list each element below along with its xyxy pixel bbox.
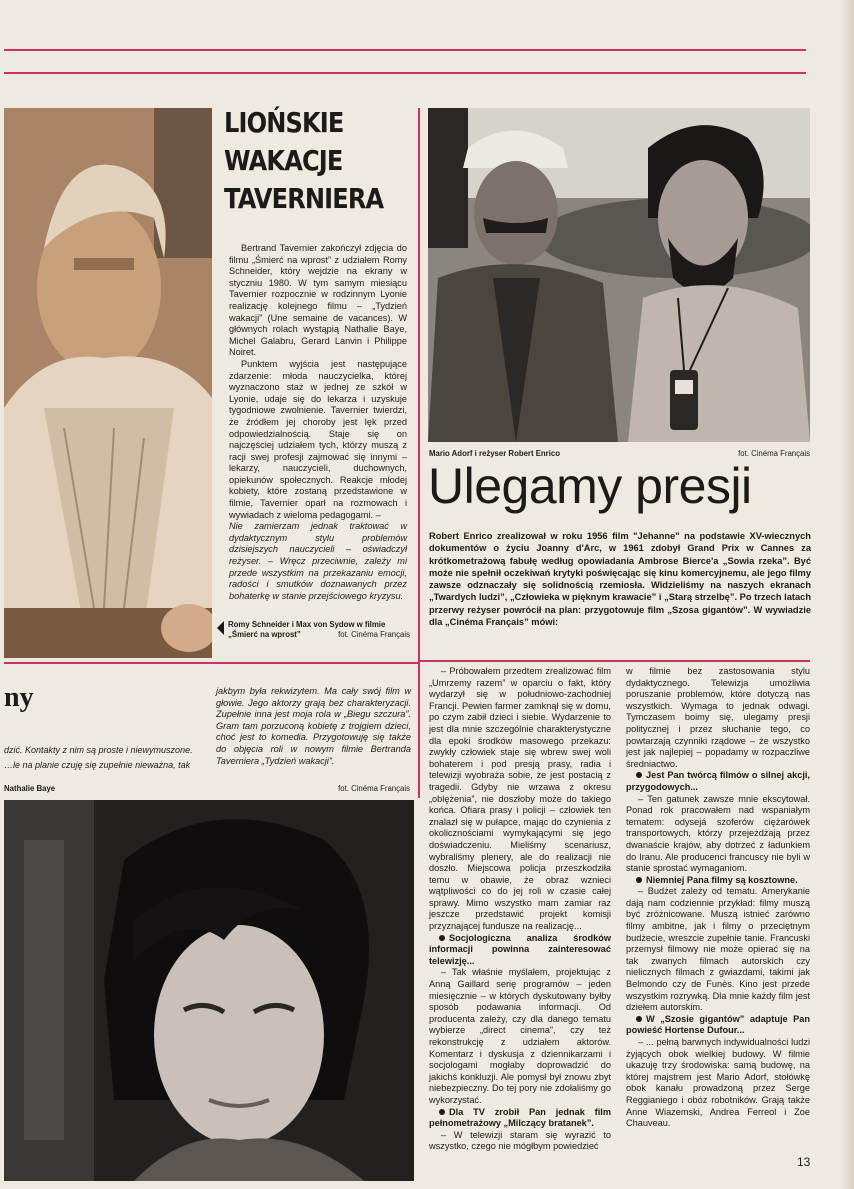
column-rule xyxy=(418,108,420,798)
photo-nathalie-baye-image xyxy=(4,800,414,1181)
interview-question-text: W „Szosie gigantów” adaptuje Pan powieść Hortense Dufour... xyxy=(626,1013,810,1036)
headline-line-2: WAKACJE xyxy=(224,144,343,177)
interview-question-text: Niemniej Pana filmy są kosztowne. xyxy=(646,874,798,885)
interview-answer: – Próbowałem przedtem zrealizować film „Umrzemy razem” w oparciu o fakt, który wydarzył się w południowo-zachodniej Francji. Pewien farmer zamknął się w domu, po czym zabił dzieci i siebie. Wydarzenie to jest dla mnie szczególnie charakterystyczne dla epoki środków masowego przekazu: zwykły człowiek staje się wbrew swej woli bohaterem i pod presją prasy, radia i telewizji wyobraża sobie, że jest postacią z tragedii. Gdyby nie wrzawa z okresu „oblężenia”, nie doszłoby może do takiego końca. Ofiara prasy i policji – człowiek ten znalazł się w pułapce, mając do czynienia z okolicznościami wymykającymi się jego doświadczeniu. Mieliśmy scenariusz, wybraliśmy plenery, ale do realizacji nie doszło. Miejscowa policja przeszkodziła temu w obawie, że obraz wznieci wątpliwości co do jej roli w czasie całej sprawy. Mimo wszystko mam zamiar raz jeszcze przedstawić projekt komisji przyznającej fundusze na realizację... xyxy=(429,666,611,932)
interview-answer: – Ten gatunek zawsze mnie ekscytował. Ponad rok pracowałem nad wspaniałym tematem: odysejá szoferów ciężarówek transportowych, którzy przejeżdżają przez dwanaście krajów, aby dotrzeć z ładunkiem do Iranu. Ale producenci francuscy nie byli w stanie sprostać wymaganiom. xyxy=(626,793,810,874)
article1-paragraph: Punktem wyjścia jest następujące zdarzenie: młoda nauczycielka, której wyznaczono staż w jednej ze szkół w Lyonie, udaje się do lekarza i uzyskuje tygodniowe zwolnienie. Tavernier twierdzi, że źródłem jej choroby jest lęk przed odpowiedzialnością. Staje się on najczęściej udziałem tych, którzy muszą z racji swej profesji zajmować się innymi – lekarzy, nauczycieli, duchownych, opiekunów społecznych. Reakcje młodej kobiety, które zostaną przedstawione w filmie, Tavernier oparł na rozmowach i wywiadach z wieloma pedagogami. – xyxy=(229,358,407,520)
interview-answer-continued: w filmie bez zastosowania stylu dydaktycznego. Telewizja umożliwia poruszanie problemów, które dotyczą nas wszystkich. Wymaga to jednak odwagi. Tymczasem boimy się, ulegamy presji politycznej i przez słuchanie tego, co powtarzają czynniki rządowe – że wszystko jest jak najlepiej – popadamy w rozpaczliwe średniactwo. xyxy=(626,666,810,769)
page-edge-shadow xyxy=(840,0,854,1189)
interview-answer: – Tak właśnie myślałem, projektując z Anną Gaillard serię programów – jeden miesięcznie – w których dyskutowany byłby sposób podawania informacji. Od producenta zależy, czy dla danego tematu wybierze „direct cinema”, czy też rekonstrukcję z udziałem aktorów. Komentarz i dyskusja z dziennikarzami i socjologami mogłaby doprowadzić do jakichś konkluzji. Ale pomysł był znowu zbyt niebezpieczny. Do tej pory nie zdołaliśmy go wykorzystać. xyxy=(429,967,611,1105)
bullet-dot-icon xyxy=(636,772,642,778)
article2-column-1 xyxy=(429,666,611,1153)
interview-question-text: Jest Pan twórcą filmów o silnej akcji, przygodowych... xyxy=(626,770,810,792)
photo-schneider-von-sydow xyxy=(4,108,212,658)
article2-column-2 xyxy=(626,666,810,1130)
interview-question-text: Socjologiczna analiza środków informacji powinna zainteresować telewizję... xyxy=(429,932,611,966)
top-rule-1 xyxy=(4,49,806,51)
continued-line-2: …le na planie czuję się zupełnie nieważna, tak xyxy=(4,760,191,770)
article-headline-lionskie xyxy=(224,104,387,218)
article1-body xyxy=(229,243,407,602)
article1-quote: Nie zamierzam jednak traktować w dydaktycznym stylu problemów dzisiejszych nauczycieli – oświadczył reżyser. – Wręcz przeciwnie, zależy mi przede wszystkim na przekazaniu emocji, radości i smutków doznawanych przez bohaterkę w stanie przejściowego kryzysu. xyxy=(229,521,407,601)
article2-lead: Robert Enrico zrealizował w roku 1956 film "Jehanne" na podstawie XV-wiecznych dokumentów o życiu Joanny d'Arc, w 1961 zdobył Grand Prix w Cannes za krótkometrażową fabułę według opowiadania Ambrose Bierce'a „Sowia rzeka”. Być może nie spełnił oczekiwań krytyki poświęcając się kinu komercyjnemu, ale jego filmy zawsze odznaczały się solidnością rzemiosła. Widzieliśmy na naszych ekranach „Twardych ludzi”, „Człowieka w pięknym krawacie” i „Starą strzelbę”. Po trzech latach przerwy reżyser powrócił na plan: przygotowuje film „Szosa gigantów”. W wywiadzie dla „Cinéma Français” mówi: xyxy=(429,531,811,628)
bullet-dot-icon xyxy=(439,935,445,941)
photo-adorf-enrico xyxy=(428,108,810,442)
interview-question xyxy=(429,933,611,968)
headline-line-1: LIOŃSKIE xyxy=(224,106,344,139)
interview-question xyxy=(626,875,810,887)
interview-question xyxy=(626,770,810,793)
interview-question xyxy=(626,1014,810,1037)
interview-answer: – Budżet zależy od tematu. Amerykanie dają nam codziennie przykład: filmy muszą być zróżnicowane. Muszą istnieć zarówno filmy ambitne, jak i filmy o przeciętnym budżecie, wreszcie zupełnie tanie. Francuski przemysł filmowy nie może opierać się na tak zwanych filmach autorskich czy nielicznych filmach z gwiazdami, takimi jak Belmondo czy de Funès. Kino jest przede wszystkim rozrywką. Dla mnie każdy film jest dziełem autorskim. xyxy=(626,886,810,1013)
photo-schneider-von-sydow-image xyxy=(4,108,212,658)
interview-question xyxy=(429,1107,611,1130)
interview-answer: – W telewizji staram się wyrazić to wszystko, czego nie mógłbym powiedzieć xyxy=(429,1129,611,1152)
photo-adorf-enrico-image xyxy=(428,108,810,442)
bullet-dot-icon xyxy=(439,1109,445,1115)
photo3-credit: fot. Cinéma Français xyxy=(338,784,410,793)
caption-arrow-icon xyxy=(217,621,224,635)
photo1-caption-line-1: Romy Schneider i Max von Sydow w filmie xyxy=(228,620,386,629)
photo1-credit: fot. Cinéma Français xyxy=(338,630,410,639)
article-headline-ulegamy: Ulegamy presji xyxy=(428,458,752,514)
continued-right-column: jakbym była rekwizytem. Ma cały swój film w głowie. Jego aktorzy grają bez charakteryzacji. Zupełnie inna jest moja rola w „Biegu szczura”. Gram tam porzuconą kobietę z trojgiem dzieci, choć jest to komedia. Przygotowuję się także do objęcia roli w nowym filmie Bertranda Taverniera „Tydzień wakacji”. xyxy=(216,686,411,766)
lead-rule xyxy=(420,660,810,662)
section-rule xyxy=(4,662,418,664)
interview-answer: – ... pełną barwnych indywidualności ludzi żyjących obok wielkiej budowy. W filmie ukazuję trzy środowiska: samą budowę, na której majstrem jest Mario Adorf, stołówkę obok kanału prowadzoną przez Serge Reggianiego i obóz robotników. Grają także Anne Wiazemski, Andrea Ferreol i Zoe Chauveau. xyxy=(626,1037,810,1129)
photo2-credit: fot. Cinéma Français xyxy=(738,449,810,458)
continued-title-fragment: ny xyxy=(4,682,34,713)
page-number: 13 xyxy=(797,1155,811,1169)
top-rule-2 xyxy=(4,72,806,74)
headline-line-3: TAVERNIERA xyxy=(224,182,384,215)
article1-paragraph: Bertrand Tavernier zakończył zdjęcia do filmu „Śmierć na wprost” z udziałem Romy Schneider, który wejdzie na ekrany w styczniu 1980. W tym samym miesiącu Tavernier rozpocznie w rodzinnym Lyonie realizację kolejnego filmu – „Tydzień wakacji” (Une semaine de vacances). W głównych rolach wystąpią Nathalie Baye, Michel Galabru, Gerard Lanvin i Philippe Noiret. xyxy=(229,243,407,358)
continued-line-1: dzić. Kontakty z nim są proste i niewymuszone. xyxy=(4,745,193,755)
photo3-caption: Nathalie Baye xyxy=(4,784,56,793)
photo-nathalie-baye xyxy=(4,800,414,1181)
interview-question-text: Dla TV zrobił Pan jednak film pełnometrażowy „Milczący bratanek”. xyxy=(429,1106,611,1129)
bullet-dot-icon xyxy=(636,877,642,883)
photo2-caption: Mario Adorf i reżyser Robert Enrico xyxy=(429,449,560,458)
bullet-dot-icon xyxy=(636,1016,642,1022)
photo1-caption-line-2: „Śmierć na wprost” xyxy=(228,629,301,639)
